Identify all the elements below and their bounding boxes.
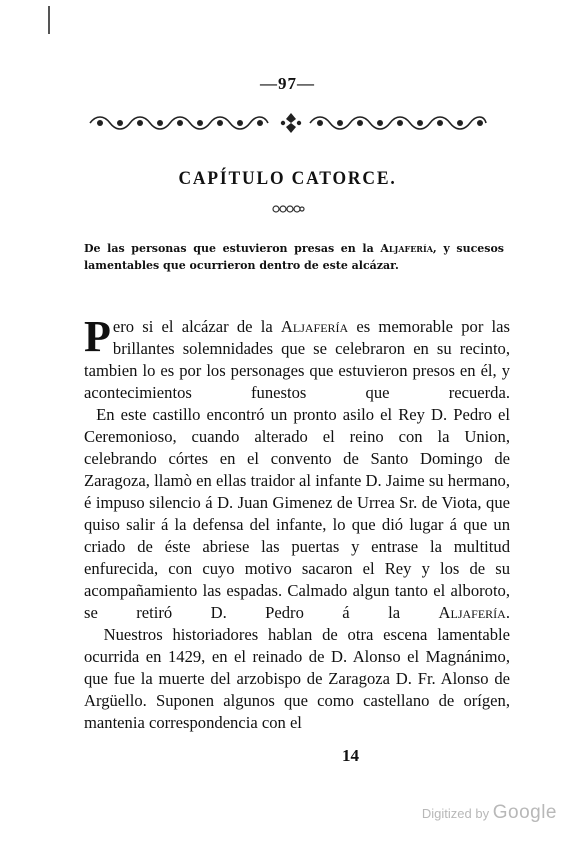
digitized-watermark (422, 802, 557, 824)
paragraph-3-text: Nuestros historiadores hablan de otra escena lamentable ocurrida en 1429, en el reinado de D. Alonso el Magnánimo, que fue la muerte del arzobispo de Zaragoza D. Fr. Alonso de Argüello. Suponen algunos que como castellano de orígen, mantenia correspondencia con el (84, 625, 510, 732)
paragraph-2 (84, 404, 510, 624)
watermark-brand: Google (492, 802, 557, 823)
chapter-title: CAPÍTULO CATORCE. (178, 168, 397, 189)
paragraph-1 (84, 312, 510, 404)
summary-place: Aljafería (380, 242, 433, 255)
summary-text-after: , y sucesos lamentables que ocurrieron dentro de este alcázar. (84, 242, 504, 272)
paragraph-2-text-a: En este castillo encontró un pronto asilo el Rey D. Pedro el Ceremonioso, cuando alterado el reino con la Union, celebrando córtes en el convento de Santo Domingo de Zaragoza, llamò en ellas traidor al infante D. Jaime su hermano, é impuso silencio á D. Juan Gimenez de Urrea Sr. de Viota, que quiso salir á la defensa del infante, lo que dió lugar á que un criado de éste abriese las puertas y entrase la multitud enfurecida, con cuyo motivo sacaron el Rey y los de su acompañamiento las espadas. Calmado algun tanto el alboroto, se retiró D. Pedro á la (84, 405, 510, 622)
paragraph-1-place: Aljafería (280, 317, 349, 336)
small-ornament-icon (271, 204, 305, 214)
paragraph-1-text-a: ero si el alcázar de la (112, 317, 281, 336)
body-text (84, 312, 510, 734)
chapter-summary (84, 240, 504, 274)
summary-text-before: De las personas que estuvieron presas en la (84, 242, 381, 255)
margin-mark (48, 6, 50, 34)
watermark-prefix: Digitized by (421, 806, 493, 821)
page-number: —97— (260, 74, 315, 93)
ornament-divider-icon (86, 112, 496, 134)
drop-cap: P (84, 312, 111, 361)
paragraph-2-place: Aljafería (438, 603, 506, 622)
signature-mark: 14 (342, 746, 359, 765)
paragraph-2-text-b: . (505, 603, 510, 622)
paragraph-1-text-b: es memorable por las brillantes solemnidades que se celebraron en su recinto, tambien lo es por los personages que estuvieron presos en él, y acontecimientos funestos que recuerda. (84, 317, 510, 402)
paragraph-3 (84, 624, 510, 734)
